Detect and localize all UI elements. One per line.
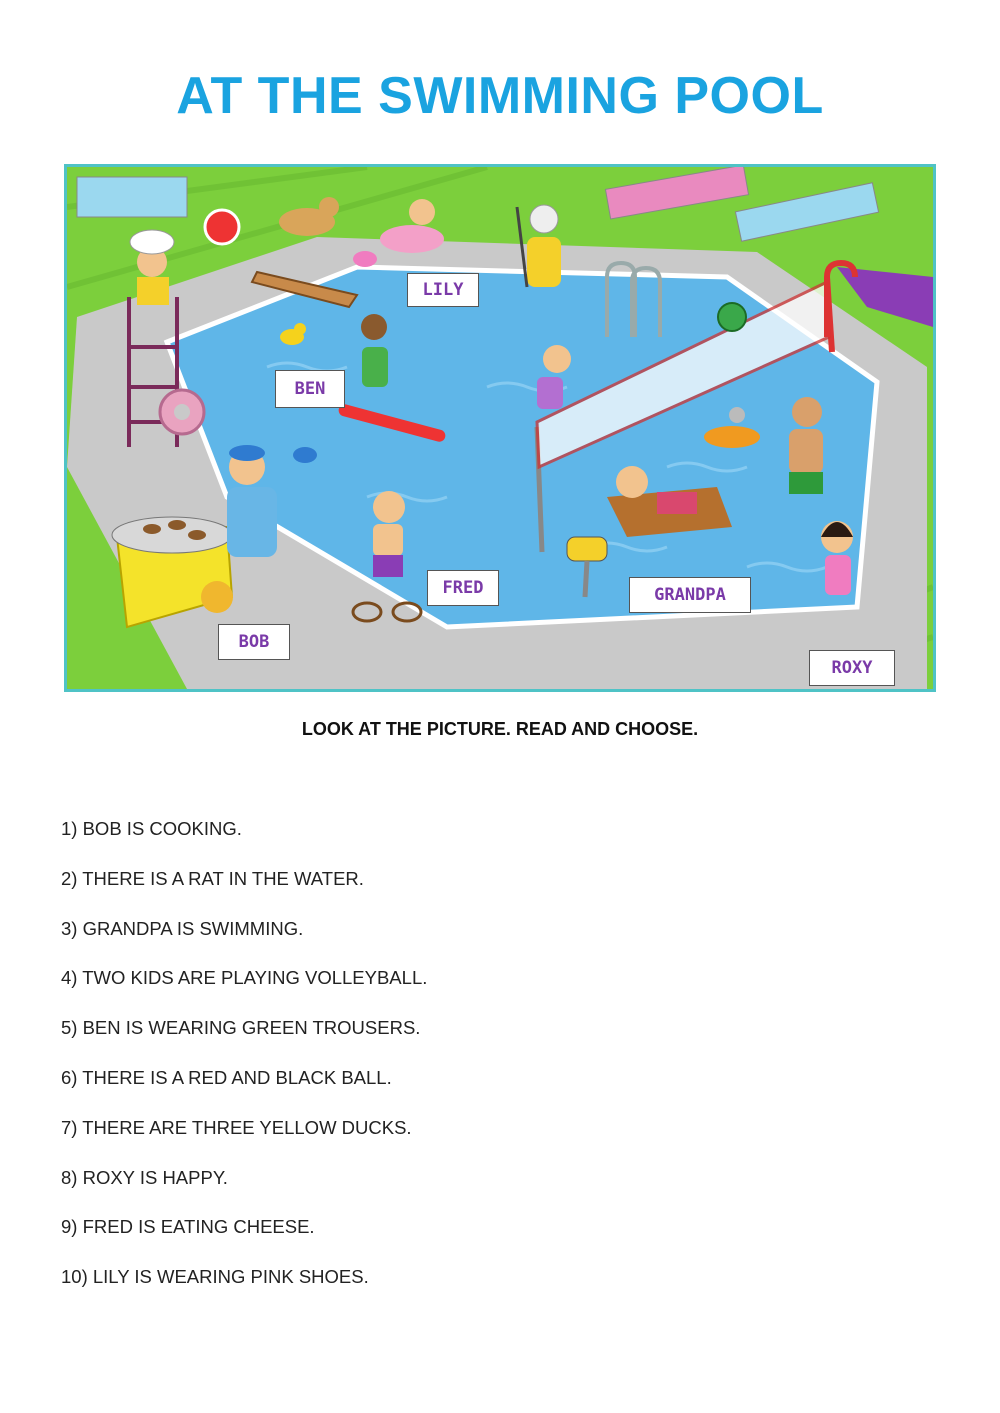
page-title: AT THE SWIMMING POOL (176, 67, 824, 125)
hockey-player (527, 237, 561, 287)
statement-list (61, 818, 427, 1316)
statement-item: 4) TWO KIDS ARE PLAYING VOLLEYBALL. (61, 967, 428, 989)
volleyball (718, 303, 746, 331)
statement-item: 6) THERE IS A RED AND BLACK BALL. (61, 1066, 392, 1088)
barbecue-grill (112, 517, 233, 627)
grandpa (616, 466, 648, 498)
girl-lily (380, 225, 444, 253)
boy-volleyball (792, 397, 822, 427)
beach-ball (205, 210, 239, 244)
label-roxy: ROXY (809, 650, 895, 686)
label-ben: BEN (275, 370, 345, 408)
girl-swimmer (543, 345, 571, 373)
mailbox (567, 537, 607, 561)
statement-item: 2) THERE IS A RAT IN THE WATER. (61, 867, 364, 889)
label-grandpa: GRANDPA (629, 577, 751, 613)
label-fred: FRED (427, 570, 499, 606)
boy-ben (362, 347, 388, 387)
man-bob (227, 487, 277, 557)
statement-item: 1) BOB IS COOKING. (61, 818, 242, 839)
bird (293, 447, 317, 463)
rat-boat (704, 426, 760, 448)
statement-item: 8) ROXY IS HAPPY. (61, 1166, 228, 1188)
label-bob: BOB (218, 624, 290, 660)
statement-item: 9) FRED IS EATING CHEESE. (61, 1216, 315, 1238)
statement-item: 5) BEN IS WEARING GREEN TROUSERS. (61, 1017, 421, 1039)
pool-scene-illustration (64, 164, 936, 692)
instruction-text: LOOK AT THE PICTURE. READ AND CHOOSE. (301, 719, 699, 739)
pool-scene-drawing (67, 167, 933, 689)
label-lily: LILY (407, 273, 479, 307)
statement-item: 10) LILY IS WEARING PINK SHOES. (61, 1266, 369, 1288)
statement-item: 3) GRANDPA IS SWIMMING. (61, 917, 304, 939)
statement-item: 7) THERE ARE THREE YELLOW DUCKS. (61, 1116, 412, 1138)
boy-fred (373, 491, 405, 523)
